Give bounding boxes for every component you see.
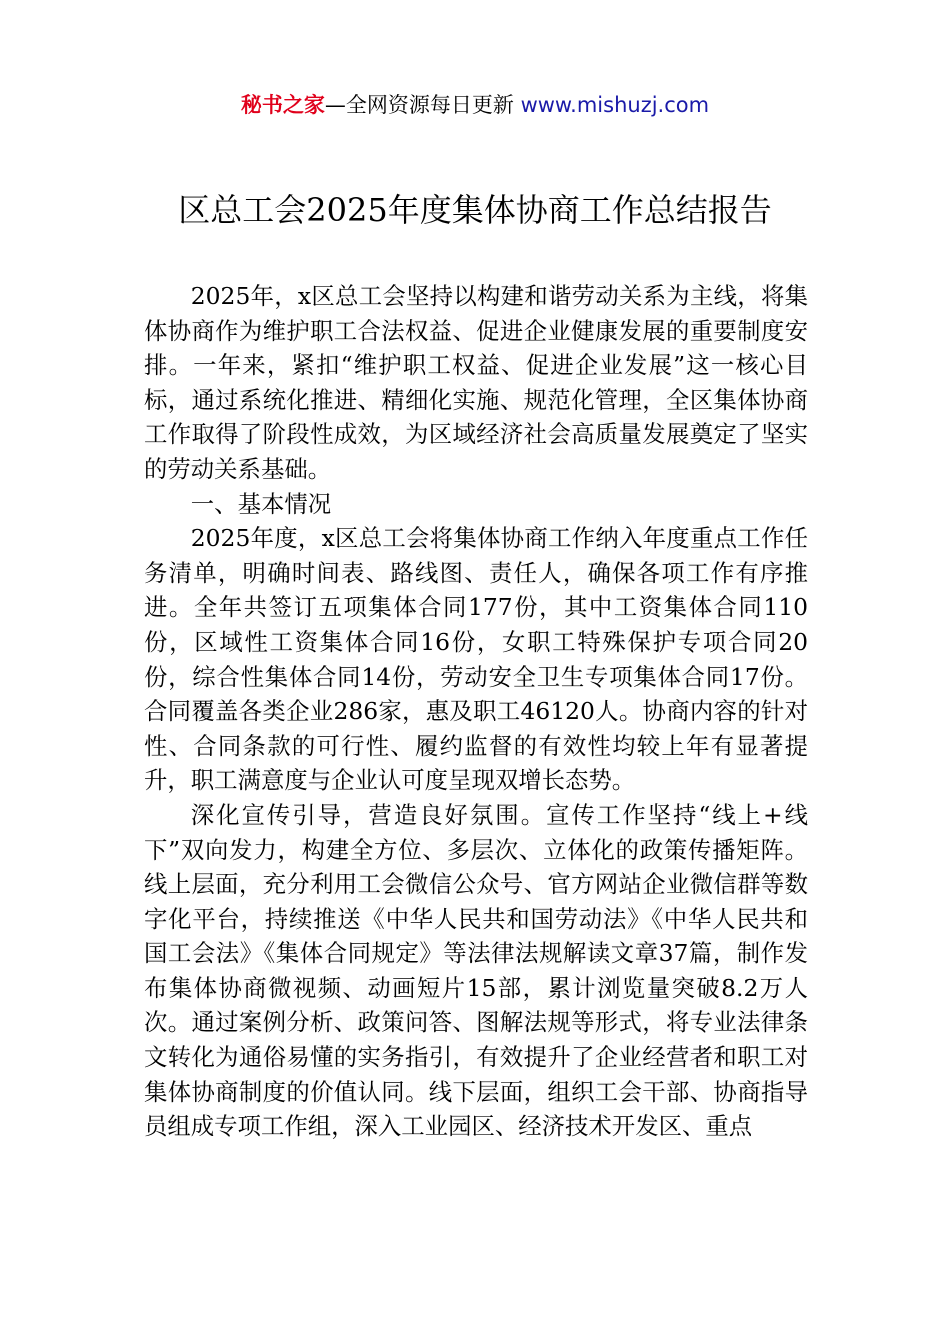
intro-paragraph: 2025年，x区总工会坚持以构建和谐劳动关系为主线，将集体协商作为维护职工合法权益、促进企业健康发展的重要制度安排。一年来，紧扣“维护职工权益、促进企业发展”这一核心目标，通过系统化推进、精细化实施、规范化管理，全区集体协商工作取得了阶段性成效，为区域经济社会高质量发展奠定了坚实的劳动关系基础。 [144,282,808,483]
site-url[interactable]: www.mishuzj.com [520,93,710,117]
document-body [144,279,808,1144]
section-paragraph-1: 2025年度，x区总工会将集体协商工作纳入年度重点工作任务清单，明确时间表、路线图、责任人，确保各项工作有序推进。全年共签订五项集体合同177份，其中工资集体合同110份，区域性工资集体合同16份，女职工特殊保护专项合同20份，综合性集体合同14份，劳动安全卫生专项集体合同17份。合同覆盖各类企业286家，惠及职工46120人。协商内容的针对性、合同条款的可行性、履约监督的有效性均较上年有显著提升，职工满意度与企业认可度呈现双增长态势。 [144,524,808,795]
document-title: 区总工会2025年度集体协商工作总结报告 [178,191,772,229]
site-tagline: —全网资源每日更新 [324,93,521,117]
site-brand: 秘书之家 [240,93,325,117]
section-heading: 一、基本情况 [190,489,332,518]
site-header [0,89,950,121]
section-paragraph-2: 深化宣传引导，营造良好氛围。宣传工作坚持“线上+线下”双向发力，构建全方位、多层次、立体化的政策传播矩阵。线上层面，充分利用工会微信公众号、官方网站企业微信群等数字化平台，持续推送《中华人民共和国劳动法》《中华人民共和国工会法》《集体合同规定》等法律法规解读文章37篇，制作发布集体协商微视频、动画短片15部，累计浏览量突破8.2万人次。通过案例分析、政策问答、图解法规等形式，将专业法律条文转化为通俗易懂的实务指引，有效提升了企业经营者和职工对集体协商制度的价值认同。线下层面，组织工会干部、协商指导员组成专项工作组，深入工业园区、经济技术开发区、重点 [144,800,808,1141]
